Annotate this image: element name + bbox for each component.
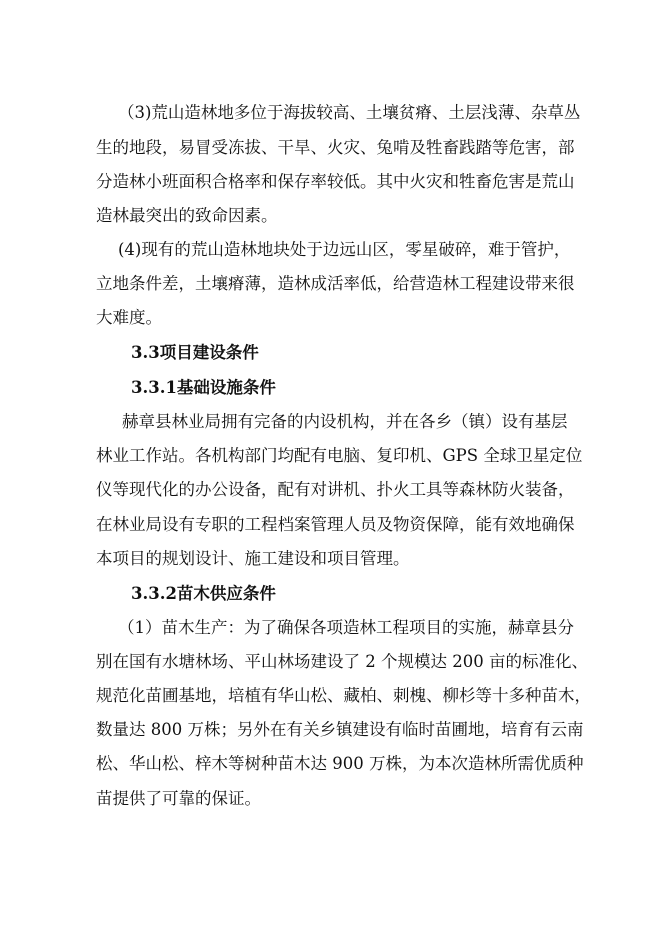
seedling-line-2: 别在国有水塘林场、平山林场建设了 2 个规模达 200 亩的标准化、: [96, 652, 588, 671]
paragraph-4-line-1: (4)现有的荒山造林地块处于边远山区，零星破碎，难于管护，: [118, 240, 571, 259]
seedling-line-4: 数量达 800 万株；另外在有关乡镇建设有临时苗圃地，培育有云南: [96, 720, 584, 739]
paragraph-3-line-3: 分造林小班面积合格率和保存率较低。其中火灾和牲畜危害是荒山: [96, 172, 575, 191]
infra-line-5: 本项目的规划设计、施工建设和项目管理。: [96, 549, 410, 568]
seedling-line-5: 松、华山松、梓木等树种苗木达 900 万株，为本次造林所需优质种: [96, 754, 584, 773]
paragraph-3-line-2: 生的地段，易冒受冻拔、干旱、火灾、兔啃及牲畜践踏等危害，部: [96, 138, 575, 157]
seedling-line-3: 规范化苗圃基地，培植有华山松、藏柏、刺槐、柳杉等十多种苗木，: [96, 686, 591, 705]
seedling-line-6: 苗提供了可靠的保证。: [96, 789, 261, 808]
infra-line-3: 仪等现代化的办公设备，配有对讲机、扑火工具等森林防火装备，: [96, 480, 575, 499]
paragraph-3-line-1: （3)荒山造林地多位于海拔较高、土壤贫瘠、土层浅薄、杂草丛: [118, 103, 581, 122]
section-heading-3-3: 3.3项目建设条件: [131, 343, 259, 362]
paragraph-4-line-3: 大难度。: [96, 308, 162, 327]
infra-line-4: 在林业局设有专职的工程档案管理人员及物资保障，能有效地确保: [96, 515, 575, 534]
paragraph-4-line-2: 立地条件差，土壤瘠薄，造林成活率低，给营造林工程建设带来很: [96, 274, 575, 293]
seedling-line-1: （1）苗木生产：为了确保各项造林工程项目的实施，赫章县分: [118, 618, 574, 637]
infra-line-1: 赫章县林业局拥有完备的内设机构，并在各乡（镇）设有基层: [122, 412, 568, 431]
paragraph-3-line-4: 造林最突出的致命因素。: [96, 206, 278, 225]
infra-line-2: 林业工作站。各机构部门均配有电脑、复印机、GPS 全球卫星定位: [96, 446, 583, 465]
section-heading-3-3-2: 3.3.2苗木供应条件: [131, 584, 276, 603]
section-heading-3-3-1: 3.3.1基础设施条件: [131, 378, 276, 397]
